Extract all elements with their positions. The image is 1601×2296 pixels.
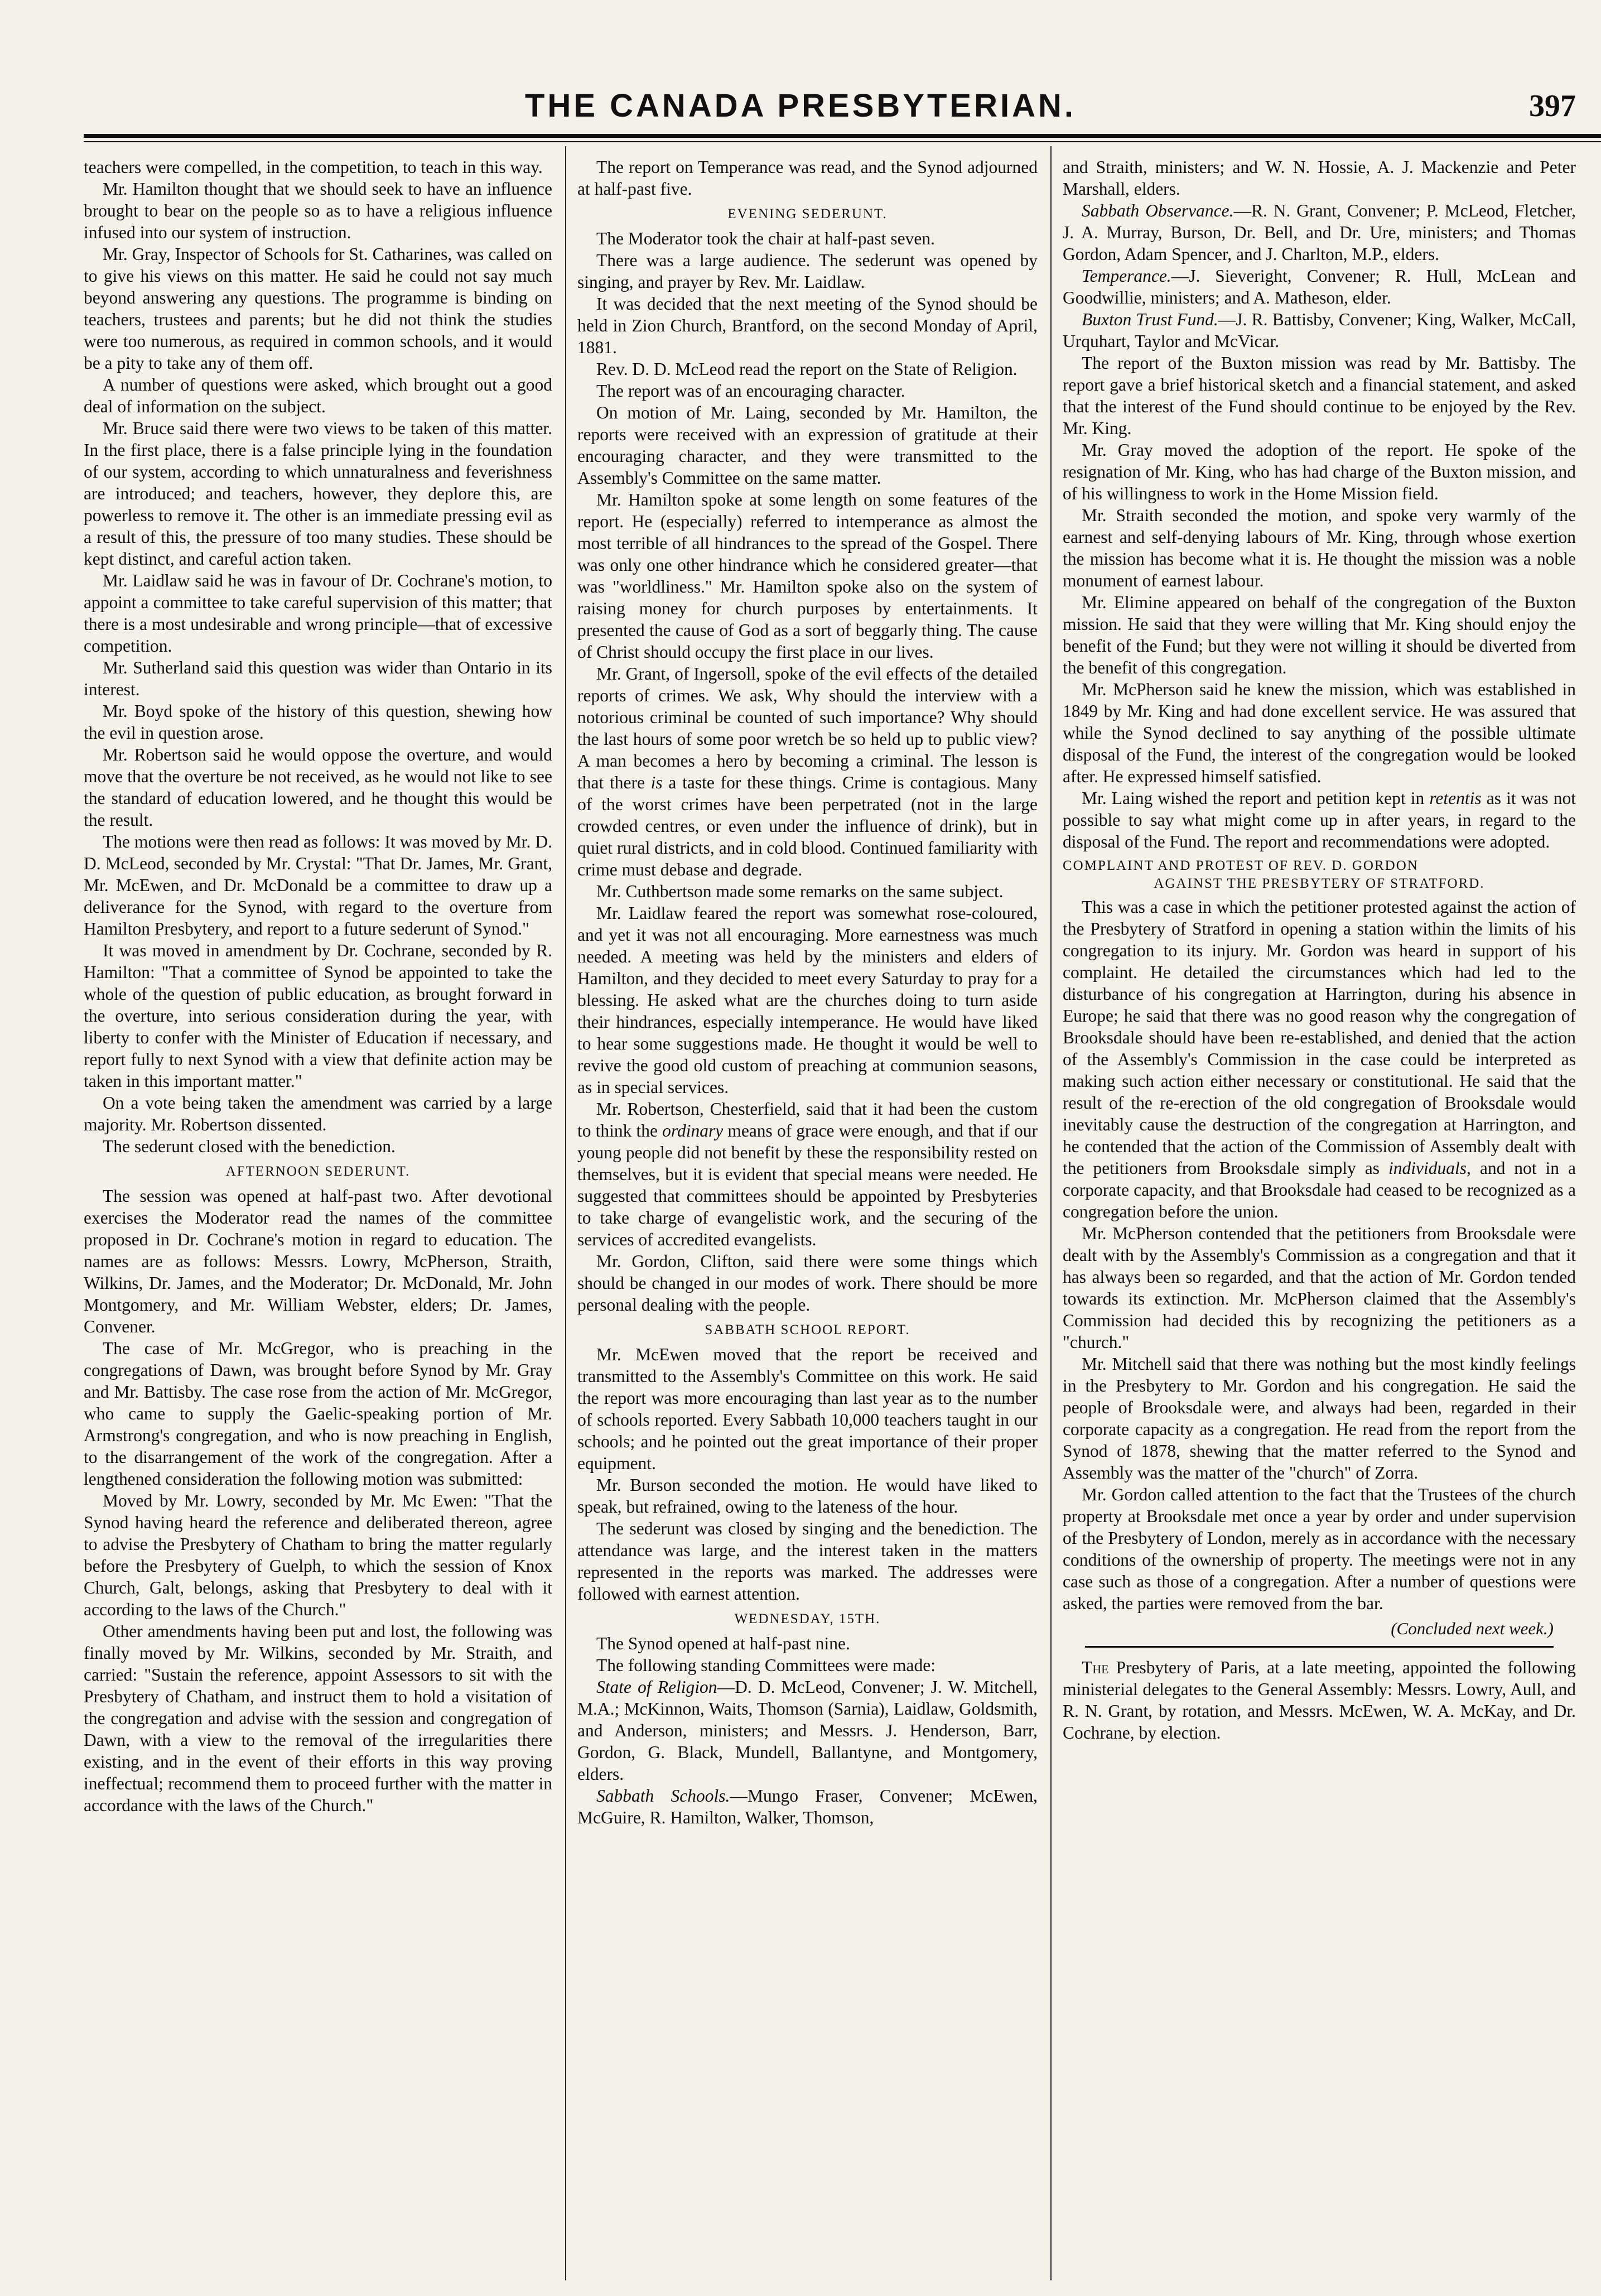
paragraph: Mr. McPherson said he knew the mission, which was established in 1849 by Mr. King and had done excellent service. He was assured that while the Synod declined to say anything of the possible ultimate disposal of the Fund, the interest of the congregation would be looked after. He expressed himself satisfied. [1063,680,1576,786]
page-number: 397 [1529,89,1576,123]
paragraph [1063,896,1576,1222]
masthead-title: THE CANADA PRESBYTERIAN. [525,88,1076,124]
paragraph [577,1676,1038,1785]
section-heading-wednesday: WEDNESDAY, 15TH. [734,1611,881,1626]
emphasis: retentis [1429,788,1482,808]
paragraph: Mr. Laidlaw feared the report was somewhat rose-coloured, and yet it was not all encouraging. More earnestness was much needed. A meeting was held by the ministers and elders of Hamilton, and they decided to meet every Saturday to pray for a blessing. He asked what are the churches doing to turn aside their hindrances, especially intemperance. He would have liked to hear some suggestions made. He thought it would be well to revive the good old custom of preaching at communion seasons, as in special services. [577,903,1038,1097]
continued-note: (Concluded next week.) [1391,1619,1554,1638]
heading-line: COMPLAINT AND PROTEST OF REV. D. GORDON [1063,858,1419,873]
paragraph [1063,200,1576,265]
text-run: , and not in a corporate capacity, and that Brooksdale had ceased to be recognized as a congregation before the union. [1063,1158,1576,1221]
emphasis: ordinary [662,1121,724,1140]
header-rule-thin [84,141,1601,142]
paragraph: The motions were then read as follows: It was moved by Mr. D. D. McLeod, seconded by Mr. Crystal: "That Dr. James, Mr. Grant, Mr. McEwen, and Dr. McDonald be a committee to draw up a deliverance for the Synod, with regard to the overture from Hamilton Presbytery, and report to a future sederunt of Synod." [84,832,552,938]
paragraph: The session was opened at half-past two. After devotional exercises the Moderator read the names of the committee proposed in Dr. Cochrane's motion in regard to education. The names are as follows: Messrs. Lowry, McPherson, Straith, Wilkins, Dr. James, and the Moderator; Dr. McDonald, Mr. John Montgomery, and Mr. William Webster, elders; Dr. James, Convener. [84,1186,552,1336]
committee-label: Temperance. [1082,266,1171,286]
text-run: as it was not possible to say what might come up in after years, in regard to the disposal of the Fund. The report and recommendations were adopted. [1063,788,1576,851]
paragraph [577,663,1038,880]
text-run: means of grace were enough, and that if our young people did not benefit by these the responsibility rested on themselves, but it is evident that special means were needed. He suggested that committees should be appointed by Presbyteries to take charge of evangelistic work, and the securing of the services of accredited evangelists. [577,1121,1038,1249]
text-run: —J. Sieveright, Convener; R. Hull, McLean and Goodwillie, ministers; and A. Matheson, elder. [1063,266,1576,307]
paragraph [1063,265,1576,309]
paragraph: Mr. Boyd spoke of the history of this question, shewing how the evil in question arose. [84,701,552,743]
text-run: Mr. Robertson, Chesterfield, said that it had been the custom to think the [577,1099,1038,1140]
article-separator [1085,1646,1554,1648]
paragraph: There was a large audience. The sederunt was opened by singing, and prayer by Rev. Mr. Laidlaw. [577,251,1038,292]
paragraph: The Synod opened at half-past nine. [596,1634,850,1653]
section-heading-afternoon: AFTERNOON SEDERUNT. [225,1164,411,1179]
paragraph: The case of Mr. McGregor, who is preaching in the congregations of Dawn, was brought before Synod by Mr. Gray and Mr. Battisby. The case rose from the action of Mr. McGregor, who came to supply the Gaelic-speaking portion of Mr. Armstrong's congregation, and who is now preaching in English, to the disarrangement of the work of the congregation. After a lengthened consideration the following motion was submitted: [84,1339,552,1489]
text-run: Presbytery of Paris, at a late meeting, appointed the following ministerial delegates to the General Assembly: Messrs. Lowry, Aull, and R. N. Grant, by rotation, and Messrs. McEwen, W. A. McKay, and Dr. Cochrane, by election. [1063,1658,1576,1743]
paragraph: Mr. McEwen moved that the report be received and transmitted to the Assembly's Committee on this work. He said the report was more encouraging than last year as to the number of schools reported. Every Sabbath 10,000 teachers taught in our schools; and he pointed out the great importance of their proper equipment. [577,1345,1038,1473]
text-run: —J. R. Battisby, Convener; King, Walker, McCall, Urquhart, Taylor and McVicar. [1063,310,1576,351]
paragraph: Mr. Cuthbertson made some remarks on the same subject. [596,882,1004,901]
paragraph: Mr. Bruce said there were two views to be taken of this matter. In the first place, there is a false principle lying in the foundation of our system, according to which unnaturalness and feverishness are introduced; and teachers, however, they deplore this, are powerless to remove it. The other is an immediate pressing evil as a result of this, the pressure of too many studies. These should be kept distinct, and careful action taken. [84,418,552,569]
text-run: Mr. Grant, of Ingersoll, spoke of the evil effects of the detailed reports of crimes. We ask, Why should the interview with a notorious criminal be counted of such importance? Why should the last hours of some poor wretch be so held up to public view? A man becomes a hero by becoming a criminal. The lesson is that there [577,664,1038,792]
column-1 [84,156,552,2288]
column-divider [1050,146,1052,2280]
section-heading-evening: EVENING SEDERUNT. [727,206,888,222]
paragraph [1063,309,1576,352]
paragraph [577,1785,1038,1828]
text-run: Mr. Laing wished the report and petition kept in [1082,788,1430,808]
paragraph: It was moved in amendment by Dr. Cochrane, seconded by R. Hamilton: "That a committee of Synod be appointed to take the whole of the question of public education, as brought forward in the overture, into serious consideration during the year, with liberty to confer with the Minister of Education if necessary, and report fully to next Synod with a view that definite action may be taken in this important matter." [84,941,552,1091]
paragraph: The report was of an encouraging character. [596,381,905,401]
emphasis: is [650,773,663,792]
committee-label: Sabbath Schools. [596,1786,730,1806]
paragraph: The sederunt closed with the benediction. [103,1137,396,1156]
text-run: —Mungo Fraser, Convener; McEwen, McGuire, R. Hamilton, Walker, Thomson, [577,1786,1038,1827]
paragraph: Mr. Elimine appeared on behalf of the congregation of the Buxton mission. He said that they were willing that Mr. King should enjoy the benefit of the Fund; but they were not willing it should be diverted from the benefit of this congregation. [1063,593,1576,677]
paragraph: teachers were compelled, in the competition, to teach in this way. [84,157,543,177]
paragraph: It was decided that the next meeting of the Synod should be held in Zion Church, Brantford, on the second Monday of April, 1881. [577,294,1038,357]
text-run: This was a case in which the petitioner protested against the action of the Presbytery of Stratford in opening a station within the limits of his congregation to its injury. Mr. Gordon was heard in support of his complaint. He detailed the circumstances which had led to the disturbance of his congregation at Harrington, during his absence in Europe; he said that there was no good reason why the congregation of Brooksdale should have been re-established, and denied that the action of the Assembly's Commission in the case could be interpreted as making such action either necessary or constitutional. He said that the result of the re-erection of the old congregation of Brooksdale would inevitably cause the destruction of the congregation at Harrington, and he contended that the action of the Commission of Assembly dealt with the petitioners from Brooksdale simply as [1063,897,1576,1178]
committee-label: Buxton Trust Fund. [1082,310,1218,329]
paragraph: Mr. Sutherland said this question was wider than Ontario in its interest. [84,658,552,699]
paragraph: Mr. Gray, Inspector of Schools for St. Catharines, was called on to give his views on this matter. He said he could not say much beyond answering any questions. The programme is binding on teachers, trustees and parents; but he did not think the studies were too numerous, as required in common schools, and it would be a pity to take any of them off. [84,244,552,373]
paragraph: Moved by Mr. Lowry, seconded by Mr. Mc Ewen: "That the Synod having heard the reference and deliberated thereon, agree to advise the Presbytery of Chatham to bring the matter regularly before the Presbytery of Guelph, to which the session of Knox Church, Galt, belongs, asking that Presbytery to deal with it according to the laws of the Church." [84,1491,552,1619]
header-rule-thick [84,134,1601,138]
paragraph: Rev. D. D. McLeod read the report on the State of Religion. [596,359,1017,379]
text-run: —D. D. McLeod, Convener; J. W. Mitchell, M.A.; McKinnon, Waits, Thomson (Sarnia), Laidlaw, Goldsmith, and Anderson, ministers; and Messrs. J. Henderson, Barr, Gordon, G. Black, Mundell, Ballantyne, and Montgomery, elders. [577,1677,1038,1784]
paragraph [1063,787,1576,853]
paragraph: Mr. Laidlaw said he was in favour of Dr. Cochrane's motion, to appoint a committee to take careful supervision of this matter; that there is a most undesirable and wrong principle—that of excessive competition. [84,571,552,656]
paragraph: A number of questions were asked, which brought out a good deal of information on the subject. [84,375,552,416]
paragraph: Mr. Straith seconded the motion, and spoke very warmly of the earnest and self-denying labours of Mr. King, through whose exertion the mission has become what it is. He thought the mission was a noble monument of earnest labour. [1063,506,1576,590]
paragraph: Mr. Gordon called attention to the fact that the Trustees of the church property at Brooksdale met once a year by order and under supervision of the Presbytery of London, merely as in accordance with the necessary conditions of the ownership of property. The meetings were not in any case such as those of a congregation. After a number of questions were asked, the parties were removed from the bar. [1063,1485,1576,1613]
paragraph: On motion of Mr. Laing, seconded by Mr. Hamilton, the reports were received with an expression of gratitude at their encouraging character, and they were transmitted to the Assembly's Committee on the same matter. [577,403,1038,488]
paragraph: Mr. McPherson contended that the petitioners from Brooksdale were dealt with by the Assembly's Commission as a congregation and that it has always been so regarded, and that the action of Mr. Gordon tended towards its extinction. Mr. McPherson claimed that the Assembly's Commission had decided this by recognizing the petitioners as a "church." [1063,1224,1576,1352]
paragraph: Mr. Gray moved the adoption of the report. He spoke of the resignation of Mr. King, who has had charge of the Buxton mission, and of his willingness to work in the Home Mission field. [1063,440,1576,503]
paragraph [577,1098,1038,1250]
paragraph: Mr. Hamilton spoke at some length on some features of the report. He (especially) referred to intemperance as almost the most terrible of all hindrances to the spread of the Gospel. There was only one other hindrance which he considered greater—that was "worldliness." Mr. Hamilton spoke also on the system of raising money for church purposes by entertainments. It presented the cause of God as a sort of beggarly thing. The cause of Christ should occupy the first place in our lives. [577,490,1038,662]
paragraph: The report on Temperance was read, and the Synod adjourned at half-past five. [577,157,1038,199]
paragraph: and Straith, ministers; and W. N. Hossie, A. J. Mackenzie and Peter Marshall, elders. [1063,157,1576,199]
paragraph: On a vote being taken the amendment was carried by a large majority. Mr. Robertson dissented. [84,1093,552,1134]
paragraph: The following standing Committees were made: [596,1655,935,1675]
paragraph: The sederunt was closed by singing and the benediction. The attendance was large, and the interest taken in the matters represented in the reports was marked. The addresses were followed with earnest attention. [577,1519,1038,1604]
lead-word: The [1082,1658,1109,1677]
paragraph: The Moderator took the chair at half-past seven. [596,229,935,248]
column-3 [1063,156,1576,2288]
paragraph: Mr. Robertson said he would oppose the overture, and would move that the overture be not received, as he would not like to see the standard of education lowered, and he thought this would be the result. [84,745,552,830]
page-header [0,84,1601,128]
paragraph: Mr. Mitchell said that there was nothing but the most kindly feelings in the Presbytery to Mr. Gordon and his congregation. He said the people of Brooksdale were, and always had been, regarded in their corporate capacity as a congregation. He read from the report from the Synod of 1878, shewing that the matter referred to the Synod and Assembly was the matter of the "church" of Zorra. [1063,1354,1576,1482]
column-divider [565,146,566,2280]
heading-line: AGAINST THE PRESBYTERY OF STRATFORD. [1154,876,1485,891]
column-2 [577,156,1038,2288]
committee-label: Sabbath Observance. [1082,201,1234,220]
emphasis: individuals [1388,1158,1467,1178]
section-heading-complaint [1063,857,1576,893]
section-heading-sabbath-school: SABBATH SCHOOL REPORT. [705,1322,910,1337]
paragraph: Other amendments having been put and lost, the following was finally moved by Mr. Wilkins, seconded by Mr. Straith, and carried: "Sustain the reference, appoint Assessors to sit with the Presbytery of Chatham, and instruct them to hold a visitation of the congregation and advise with the session and congregation of Dawn, with a view to the removal of the irregularities there existing, and in the event of their efforts in this way proving ineffectual; recommend them to proceed further with the matter in accordance with the laws of the Church." [84,1621,552,1815]
paragraph: The report of the Buxton mission was read by Mr. Battisby. The report gave a brief historical sketch and a financial statement, and asked that the interest of the Fund should continue to be enjoyed by the Rev. Mr. King. [1063,353,1576,438]
paragraph: Mr. Gordon, Clifton, said there were some things which should be changed in our modes of work. There should be more personal dealing with the people. [577,1252,1038,1315]
paragraph: Mr. Burson seconded the motion. He would have liked to speak, but refrained, owing to the lateness of the hour. [577,1475,1038,1517]
text-run: a taste for these things. Crime is contagious. Many of the worst crimes have been perpetrated (not in the large crowded centres, or even under the influence of drink), but in quiet rural districts, and in cold blood. Continued familiarity with crime must debase and degrade. [577,773,1038,879]
text-run: —R. N. Grant, Convener; P. McLeod, Fletcher, J. A. Murray, Burson, Dr. Bell, and Dr. Ure, ministers; and Thomas Gordon, Adam Spencer, and J. Charlton, M.P., elders. [1063,201,1576,264]
committee-label: State of Religion [596,1677,717,1697]
paragraph: Mr. Hamilton thought that we should seek to have an influence brought to bear on the people so as to have a religious influence infused into our system of instruction. [84,179,552,242]
paragraph [1063,1657,1576,1744]
